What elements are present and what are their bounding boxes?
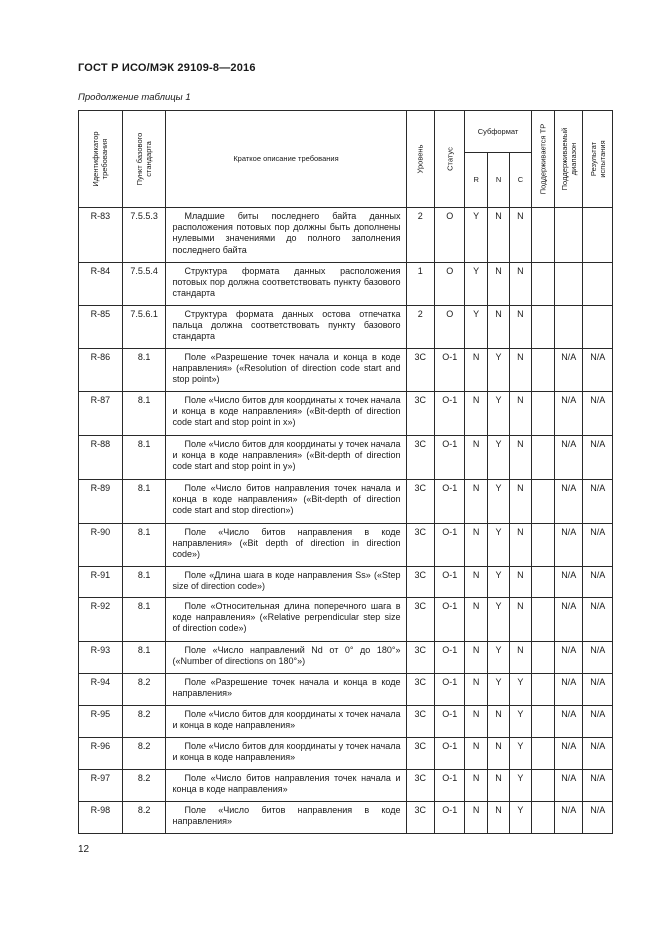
cell-id: R-91 [79, 567, 123, 598]
cell-level: 2 [406, 306, 434, 349]
cell-status: О-1 [434, 392, 465, 436]
cell-desc: Поле «Разрешение точек начала и конца в коде направления» («Resolution of direction code start and stop point») [166, 349, 406, 392]
col-header-status: Статус [434, 111, 465, 208]
cell-r: N [465, 524, 487, 567]
cell-range: N/A [554, 598, 582, 642]
cell-supported [531, 802, 554, 834]
cell-supported [531, 706, 554, 738]
table-row [79, 567, 613, 598]
cell-c: Y [510, 770, 531, 802]
cell-n: Y [487, 642, 509, 674]
cell-range [554, 208, 582, 263]
requirements-table [78, 110, 613, 834]
cell-range: N/A [554, 480, 582, 524]
cell-c: N [510, 392, 531, 436]
col-header-supported: Поддерживается ТР [531, 111, 554, 208]
cell-desc: Поле «Длина шага в коде направления Ss» («Step size of direction code») [166, 567, 406, 598]
cell-level: 3С [406, 567, 434, 598]
table-caption: Продолжение таблицы 1 [78, 92, 191, 103]
cell-supported [531, 567, 554, 598]
cell-status: О-1 [434, 706, 465, 738]
cell-supported [531, 436, 554, 480]
cell-r: N [465, 802, 487, 834]
cell-id: R-90 [79, 524, 123, 567]
col-header-result: Результат испытания [583, 111, 613, 208]
table-row [79, 802, 613, 834]
cell-status: О-1 [434, 802, 465, 834]
cell-range: N/A [554, 392, 582, 436]
cell-result: N/A [583, 802, 613, 834]
col-header-sub-r: R [465, 153, 487, 208]
cell-c: N [510, 524, 531, 567]
cell-id: R-88 [79, 436, 123, 480]
cell-level: 3С [406, 802, 434, 834]
cell-n: Y [487, 567, 509, 598]
cell-c: N [510, 436, 531, 480]
cell-desc: Поле «Число битов направления точек начала и конца в коде направления» [166, 770, 406, 802]
cell-status: О-1 [434, 674, 465, 706]
cell-n: Y [487, 392, 509, 436]
cell-desc: Поле «Разрешение точек начала и конца в коде направления» [166, 674, 406, 706]
table-row [79, 598, 613, 642]
cell-id: R-94 [79, 674, 123, 706]
table-row [79, 349, 613, 392]
cell-result: N/A [583, 524, 613, 567]
cell-n: N [487, 770, 509, 802]
cell-status: О-1 [434, 770, 465, 802]
cell-clause: 8.1 [122, 436, 166, 480]
table-row [79, 306, 613, 349]
cell-status: О [434, 263, 465, 306]
cell-c: N [510, 642, 531, 674]
cell-level: 2 [406, 208, 434, 263]
cell-desc: Поле «Число битов для координаты x точек начала и конца в коде направления» [166, 706, 406, 738]
cell-status: О-1 [434, 524, 465, 567]
cell-supported [531, 598, 554, 642]
cell-n: N [487, 738, 509, 770]
cell-id: R-95 [79, 706, 123, 738]
cell-desc: Поле «Число битов для координаты y точек начала и конца в коде направления» [166, 738, 406, 770]
cell-r: N [465, 706, 487, 738]
cell-result: N/A [583, 598, 613, 642]
cell-n: N [487, 706, 509, 738]
cell-id: R-89 [79, 480, 123, 524]
cell-id: R-98 [79, 802, 123, 834]
cell-result: N/A [583, 349, 613, 392]
cell-r: N [465, 436, 487, 480]
cell-level: 3С [406, 642, 434, 674]
cell-clause: 8.1 [122, 524, 166, 567]
table-row [79, 706, 613, 738]
document-title: ГОСТ Р ИСО/МЭК 29109-8—2016 [78, 62, 256, 74]
cell-c: N [510, 208, 531, 263]
cell-supported [531, 642, 554, 674]
col-header-subformat: Субформат [465, 111, 531, 153]
cell-n: Y [487, 436, 509, 480]
table-row [79, 263, 613, 306]
cell-desc: Поле «Число направлений Nd от 0° до 180°» («Number of directions on 180°») [166, 642, 406, 674]
cell-id: R-93 [79, 642, 123, 674]
cell-id: R-84 [79, 263, 123, 306]
cell-clause: 8.2 [122, 706, 166, 738]
cell-r: N [465, 392, 487, 436]
cell-r: Y [465, 306, 487, 349]
cell-clause: 8.2 [122, 802, 166, 834]
col-header-desc: Краткое описание требования [166, 111, 406, 208]
cell-id: R-83 [79, 208, 123, 263]
cell-level: 3С [406, 480, 434, 524]
cell-level: 3С [406, 349, 434, 392]
cell-supported [531, 263, 554, 306]
cell-range: N/A [554, 770, 582, 802]
cell-result [583, 306, 613, 349]
cell-supported [531, 208, 554, 263]
cell-status: О-1 [434, 480, 465, 524]
cell-desc: Структура формата данных остова отпечатка пальца должна соответствовать пункту базового стандарта [166, 306, 406, 349]
col-header-sub-n: N [487, 153, 509, 208]
cell-result [583, 208, 613, 263]
col-header-clause: Пункт базового стандарта [122, 111, 166, 208]
cell-clause: 7.5.5.3 [122, 208, 166, 263]
cell-desc: Структура формата данных расположения потовых пор должна соответствовать пункту базового стандарта [166, 263, 406, 306]
cell-level: 3С [406, 674, 434, 706]
cell-n: Y [487, 480, 509, 524]
cell-level: 1 [406, 263, 434, 306]
cell-n: Y [487, 349, 509, 392]
cell-clause: 7.5.5.4 [122, 263, 166, 306]
col-header-level: Уровень [406, 111, 434, 208]
cell-id: R-87 [79, 392, 123, 436]
cell-supported [531, 480, 554, 524]
cell-r: Y [465, 208, 487, 263]
table-row [79, 208, 613, 263]
cell-result: N/A [583, 392, 613, 436]
cell-status: О-1 [434, 436, 465, 480]
cell-result: N/A [583, 480, 613, 524]
cell-r: N [465, 567, 487, 598]
cell-r: N [465, 674, 487, 706]
table-row [79, 770, 613, 802]
cell-result: N/A [583, 738, 613, 770]
cell-result [583, 263, 613, 306]
cell-range [554, 306, 582, 349]
cell-r: N [465, 770, 487, 802]
page-number: 12 [78, 844, 90, 855]
cell-r: Y [465, 263, 487, 306]
cell-n: Y [487, 674, 509, 706]
cell-level: 3С [406, 706, 434, 738]
cell-desc: Поле «Число битов направления в коде направления» («Bit depth of direction in direction code») [166, 524, 406, 567]
cell-r: N [465, 349, 487, 392]
cell-result: N/A [583, 706, 613, 738]
cell-clause: 8.1 [122, 642, 166, 674]
cell-clause: 8.2 [122, 738, 166, 770]
cell-id: R-85 [79, 306, 123, 349]
cell-c: Y [510, 674, 531, 706]
cell-clause: 8.1 [122, 598, 166, 642]
cell-n: N [487, 306, 509, 349]
cell-level: 3С [406, 524, 434, 567]
cell-supported [531, 524, 554, 567]
cell-level: 3С [406, 436, 434, 480]
cell-result: N/A [583, 770, 613, 802]
cell-level: 3С [406, 738, 434, 770]
cell-range: N/A [554, 436, 582, 480]
cell-c: N [510, 349, 531, 392]
cell-range: N/A [554, 524, 582, 567]
cell-n: N [487, 263, 509, 306]
cell-c: N [510, 567, 531, 598]
cell-status: О-1 [434, 567, 465, 598]
cell-c: Y [510, 738, 531, 770]
cell-c: N [510, 306, 531, 349]
cell-n: N [487, 802, 509, 834]
cell-id: R-97 [79, 770, 123, 802]
cell-range: N/A [554, 567, 582, 598]
col-header-id: Идентификатор требования [79, 111, 123, 208]
cell-status: О-1 [434, 349, 465, 392]
table-row [79, 524, 613, 567]
cell-status: О [434, 306, 465, 349]
table-row [79, 392, 613, 436]
cell-desc: Младшие биты последнего байта данных расположения потовых пор должны быть дополнены нулевыми значениями до полного заполнения последнего байта [166, 208, 406, 263]
cell-range: N/A [554, 349, 582, 392]
cell-supported [531, 306, 554, 349]
cell-c: Y [510, 802, 531, 834]
cell-id: R-92 [79, 598, 123, 642]
cell-clause: 7.5.6.1 [122, 306, 166, 349]
col-header-range: Поддерживаемый диапазон [554, 111, 582, 208]
cell-c: N [510, 480, 531, 524]
cell-result: N/A [583, 436, 613, 480]
cell-result: N/A [583, 642, 613, 674]
cell-r: N [465, 598, 487, 642]
cell-r: N [465, 738, 487, 770]
cell-clause: 8.1 [122, 392, 166, 436]
cell-supported [531, 738, 554, 770]
table-row [79, 480, 613, 524]
table-row [79, 642, 613, 674]
cell-c: Y [510, 706, 531, 738]
cell-status: О-1 [434, 738, 465, 770]
cell-level: 3С [406, 598, 434, 642]
cell-n: N [487, 208, 509, 263]
cell-range: N/A [554, 642, 582, 674]
cell-c: N [510, 598, 531, 642]
cell-supported [531, 349, 554, 392]
table-row [79, 674, 613, 706]
cell-desc: Поле «Число битов для координаты x точек начала и конца в коде направления» («Bit-depth of direction code start and stop point in x») [166, 392, 406, 436]
table-row [79, 436, 613, 480]
cell-supported [531, 674, 554, 706]
cell-level: 3С [406, 392, 434, 436]
cell-clause: 8.1 [122, 567, 166, 598]
cell-range [554, 263, 582, 306]
col-header-sub-c: C [510, 153, 531, 208]
cell-range: N/A [554, 802, 582, 834]
cell-desc: Поле «Число битов для координаты y точек начала и конца в коде направления» («Bit-depth of direction code start and stop point in y») [166, 436, 406, 480]
cell-desc: Поле «Относительная длина поперечного шага в коде направления» («Relative perpendicular step size of direction code») [166, 598, 406, 642]
cell-clause: 8.1 [122, 480, 166, 524]
cell-supported [531, 770, 554, 802]
cell-desc: Поле «Число битов направления в коде направления» [166, 802, 406, 834]
cell-range: N/A [554, 738, 582, 770]
cell-id: R-96 [79, 738, 123, 770]
cell-c: N [510, 263, 531, 306]
cell-clause: 8.2 [122, 674, 166, 706]
cell-result: N/A [583, 567, 613, 598]
table-row [79, 738, 613, 770]
cell-result: N/A [583, 674, 613, 706]
cell-status: О [434, 208, 465, 263]
cell-clause: 8.1 [122, 349, 166, 392]
cell-level: 3С [406, 770, 434, 802]
cell-supported [531, 392, 554, 436]
cell-status: О-1 [434, 642, 465, 674]
cell-clause: 8.2 [122, 770, 166, 802]
cell-range: N/A [554, 674, 582, 706]
cell-n: Y [487, 598, 509, 642]
cell-r: N [465, 642, 487, 674]
cell-range: N/A [554, 706, 582, 738]
cell-id: R-86 [79, 349, 123, 392]
cell-n: Y [487, 524, 509, 567]
cell-r: N [465, 480, 487, 524]
cell-status: О-1 [434, 598, 465, 642]
cell-desc: Поле «Число битов направления точек начала и конца в коде направления» («Bit-depth of direction code start and stop direction») [166, 480, 406, 524]
